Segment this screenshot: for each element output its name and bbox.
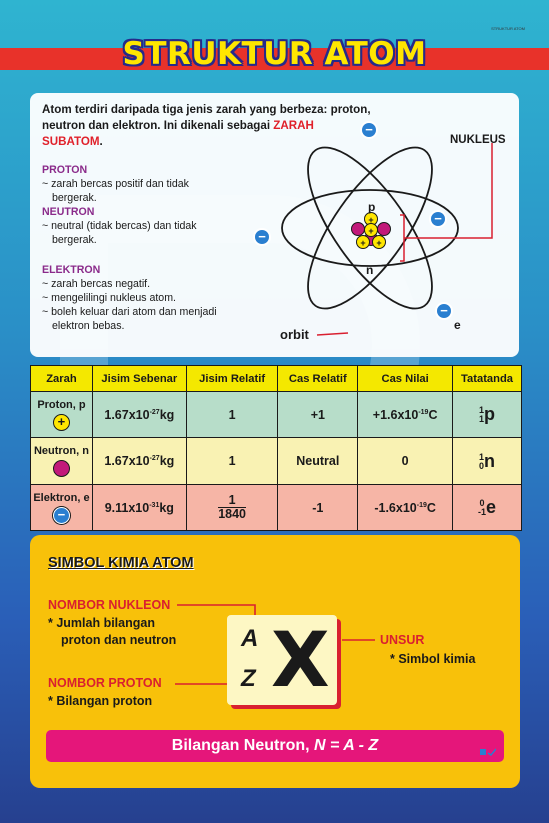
atom-diagram — [30, 93, 519, 357]
neutron-particle — [378, 223, 391, 236]
element-symbol: X — [271, 615, 330, 704]
mass-exp: -27 — [149, 408, 160, 416]
fraction-denominator: 1840 — [218, 507, 246, 521]
charge-exp: -19 — [418, 408, 429, 416]
charge-base: +1.6x10 — [372, 407, 419, 422]
electron-symbol: − — [53, 507, 70, 524]
proton-number-desc: * Bilangan proton — [48, 694, 153, 708]
header-jisim-relatif: Jisim Relatif — [186, 366, 278, 392]
nukleon-label: NOMBOR NUKLEON — [48, 598, 171, 612]
e-label: e — [454, 318, 461, 332]
nota-bottom: 1 — [479, 414, 485, 425]
nucleus-pointer — [404, 143, 492, 238]
nucleon-number-symbol: A — [241, 625, 259, 652]
nota-top: 0 — [479, 498, 485, 509]
plus-sign: + — [360, 238, 366, 248]
orbit-label: orbit — [280, 327, 309, 342]
poster-code: STRUKTUR ATOM — [491, 26, 525, 31]
nota-top: 1 — [479, 405, 485, 416]
table-row — [31, 392, 522, 438]
n-label: n — [366, 263, 374, 277]
cas-nilai-cell — [358, 392, 453, 438]
unsur-label: UNSUR — [380, 633, 425, 647]
nota-letter: n — [484, 450, 496, 471]
mass-base: 9.11x10 — [104, 500, 150, 515]
charge-base: -1.6x10 — [374, 500, 417, 515]
nukleon-desc-2: proton dan neutron — [61, 633, 177, 647]
cas-relatif-cell: +1 — [278, 392, 358, 438]
tatatanda-cell — [453, 438, 522, 485]
table-header-row — [31, 366, 522, 392]
particle-table — [30, 365, 522, 531]
nukleus-label: NUKLEUS — [450, 134, 506, 146]
fraction — [218, 494, 246, 521]
intro-highlight: ZARAH SUBATOM — [42, 119, 314, 148]
jisim-relatif-cell: 1 — [186, 392, 278, 438]
publisher-logo-icon — [480, 748, 496, 756]
tatatanda-cell — [453, 392, 522, 438]
proton-symbol: + — [53, 414, 70, 431]
nukleon-desc-1: * Jumlah bilangan — [48, 616, 155, 630]
jisim-relatif-cell: 1 — [186, 438, 278, 485]
proton-line: ~ zarah bercas positif dan tidak bergerak. — [42, 178, 189, 204]
nota-bottom: 0 — [479, 460, 485, 471]
jisim-sebenar-cell — [92, 485, 186, 531]
fraction-numerator: 1 — [218, 494, 246, 508]
charge-unit: C — [426, 500, 436, 515]
simbol-title: SIMBOL KIMIA ATOM — [48, 555, 194, 571]
cas-nilai-cell — [358, 485, 453, 531]
zarah-name: Elektron, e — [33, 491, 90, 504]
atom-symbol-box — [227, 615, 337, 705]
p-label: p — [368, 200, 376, 214]
minus-sign: − — [258, 229, 266, 244]
tatatanda-cell — [453, 485, 522, 531]
neutron-symbol — [53, 460, 70, 477]
nucleus-bracket — [400, 215, 404, 261]
cas-relatif-cell: -1 — [278, 485, 358, 531]
particle-table-wrap — [30, 365, 522, 531]
elektron-line-1: ~ zarah bercas negatif. — [42, 278, 151, 290]
elektron-heading: ELEKTRON — [42, 264, 101, 276]
proton-number-label: NOMBOR PROTON — [48, 676, 162, 690]
neutron-formula-bar — [46, 730, 504, 762]
charge-exp: -19 — [416, 501, 427, 509]
formula-math: N = A - Z — [314, 737, 379, 754]
header-jisim-sebenar: Jisim Sebenar — [92, 366, 186, 392]
plus-sign: + — [376, 238, 382, 248]
header-cas-relatif: Cas Relatif — [278, 366, 358, 392]
mass-unit: kg — [159, 500, 174, 515]
jisim-sebenar-cell — [92, 392, 186, 438]
zarah-name: Proton, p — [37, 398, 86, 411]
plus-sign: + — [368, 226, 374, 236]
intro-end: . — [99, 135, 103, 148]
neutron-particle — [352, 223, 365, 236]
nota-bottom: -1 — [478, 507, 487, 518]
zarah-cell — [31, 438, 93, 485]
info-card — [30, 93, 519, 357]
jisim-relatif-cell — [186, 485, 278, 531]
proton-heading: PROTON — [42, 164, 88, 176]
table-row — [31, 438, 522, 485]
zarah-cell — [31, 485, 93, 531]
mass-exp: -31 — [149, 501, 160, 509]
nota-top: 1 — [479, 451, 485, 462]
mass-base: 1.67x10 — [104, 454, 150, 468]
intro-text: Atom terdiri daripada tiga jenis zarah yang berbeza: proton, neutron dan elektron. Ini dikenali sebagai — [42, 103, 371, 132]
nota-letter: e — [486, 497, 497, 517]
mass-exp: -27 — [149, 454, 160, 462]
cas-nilai-cell: 0 — [358, 438, 453, 485]
zarah-name: Neutron, n — [33, 445, 89, 457]
minus-sign: − — [440, 303, 448, 318]
header-tatatanda: Tatatanda — [453, 366, 522, 392]
unsur-desc: * Simbol kimia — [390, 652, 476, 666]
zarah-cell — [31, 392, 93, 438]
cas-relatif-cell: Neutral — [278, 438, 358, 485]
minus-sign: − — [365, 122, 373, 137]
proton-number-symbol: Z — [241, 665, 256, 692]
mass-base: 1.67x10 — [104, 407, 150, 422]
jisim-sebenar-cell — [92, 438, 186, 485]
elektron-line-2: ~ mengelilingi nukleus atom. — [42, 292, 176, 304]
mass-unit: kg — [159, 407, 175, 422]
orbit-pointer — [317, 333, 348, 335]
poster-title: STRUKTUR ATOM — [122, 36, 427, 72]
plus-sign: + — [368, 215, 374, 225]
formula-text: Bilangan Neutron, — [171, 737, 310, 754]
elektron-line-3: ~ boleh keluar dari atom dan menjadi elektron bebas. — [42, 306, 217, 332]
table-row — [31, 485, 522, 531]
charge-unit: C — [428, 407, 438, 422]
header-zarah: Zarah — [31, 366, 93, 392]
mass-unit: kg — [159, 454, 175, 468]
header-cas-nilai: Cas Nilai — [358, 366, 453, 392]
neutron-line: ~ neutral (tidak bercas) dan tidak bergerak. — [42, 220, 197, 246]
neutron-heading: NEUTRON — [42, 206, 95, 218]
simbol-kimia-panel — [30, 535, 520, 788]
nota-letter: p — [484, 404, 496, 424]
minus-sign: − — [434, 211, 442, 226]
